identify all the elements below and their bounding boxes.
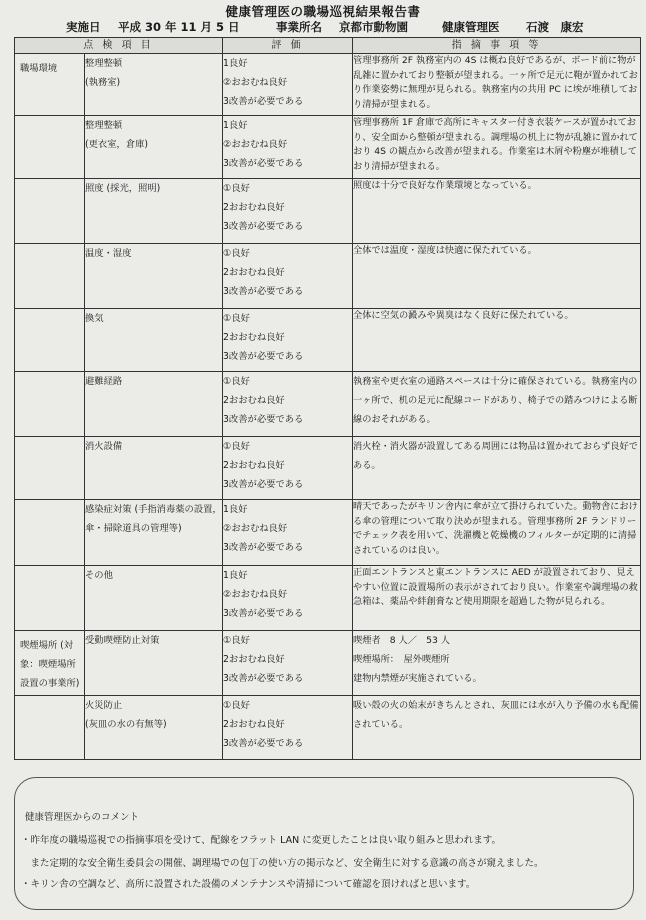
table-row <box>15 696 641 760</box>
comment-cell: 管理事務所 2F 執務室内の 4S は概ね良好であるが、ボード前に物が乱雑に置かれており整頓が望まれる。一ヶ所で足元に鞄が置かれており作業姿勢に無理が見られる。執務室内の共用 PC に埃が堆積しており清掃が望まれる。 <box>353 54 641 116</box>
item-label: 避難経路 <box>85 376 123 387</box>
item-cell <box>85 54 223 116</box>
eval-cell <box>223 54 353 116</box>
comment-line: 喫煙者 8 人／ 53 人 <box>353 635 450 646</box>
eval-option: 3改善が必要である <box>223 351 304 362</box>
category-cell <box>15 437 85 500</box>
item-label: 整理整頓 <box>85 120 123 131</box>
item-label: 消火設備 <box>85 441 123 452</box>
doctor-label: 健康管理医 <box>442 20 500 34</box>
table-row <box>15 437 641 500</box>
item-cell <box>85 437 223 500</box>
category-cell <box>15 631 85 696</box>
eval-option: ①良好 <box>223 313 250 324</box>
eval-option: 2おおむね良好 <box>223 654 285 665</box>
eval-option: 2おおむね良好 <box>223 202 285 213</box>
office-label: 事業所名 <box>276 20 322 34</box>
table-row <box>15 500 641 566</box>
table-row <box>15 116 641 179</box>
comment-line: 喫煙場所： 屋外喫煙所 <box>353 654 450 665</box>
table-row <box>15 372 641 437</box>
report-meta <box>0 19 646 35</box>
comment-cell: 照度は十分で良好な作業環境となっている。 <box>353 179 641 244</box>
eval-cell <box>223 631 353 696</box>
eval-option: ②おおむね良好 <box>223 139 288 150</box>
eval-option: 3改善が必要である <box>223 96 304 107</box>
category-cell <box>15 566 85 631</box>
comment-line: 建物内禁煙が実施されている。 <box>353 673 482 684</box>
item-cell <box>85 179 223 244</box>
eval-option: 2おおむね良好 <box>223 332 285 343</box>
eval-option: 1良好 <box>223 504 248 515</box>
item-label: 温度・湿度 <box>85 248 132 259</box>
eval-cell <box>223 244 353 309</box>
item-label: その他 <box>85 570 113 581</box>
comment-cell: 吸い殻の火の始末がきちんとされ、灰皿には水が入り予備の水も配備されている。 <box>353 696 641 760</box>
comment-line: また定期的な安全衛生委員会の開催、調理場での包丁の使い方の掲示など、安全衛生に対する意識の高さが窺えました。 <box>21 858 544 869</box>
eval-option: 3改善が必要である <box>223 479 304 490</box>
category-cell <box>15 309 85 372</box>
eval-option: ②おおむね良好 <box>223 589 288 600</box>
comment-cell: 正面エントランスと東エントランスに AED が設置されており、見えやすい位置に設置場所の表示がされており良い。作業室や調理場の救急箱は、薬品や絆創膏など使用期限を超過した物が見られる。 <box>353 566 641 631</box>
eval-cell <box>223 372 353 437</box>
eval-option: 1良好 <box>223 120 248 131</box>
table-header-row <box>15 38 641 54</box>
item-sublabel: (更衣室，倉庫) <box>85 139 149 150</box>
date-value: 平成 30 年 11 月 5 日 <box>118 20 240 34</box>
header-item: 点 検 項 目 <box>15 38 223 54</box>
comments-heading: 健康管理医からのコメント <box>25 812 140 823</box>
eval-option: ①良好 <box>223 183 250 194</box>
comment-cell: 全体に空気の澱みや異臭はなく良好に保たれている。 <box>353 309 641 372</box>
comment-cell: 全体では温度・湿度は快適に保たれている。 <box>353 244 641 309</box>
eval-cell <box>223 566 353 631</box>
eval-option: 3改善が必要である <box>223 738 304 749</box>
item-label: 受動喫煙防止対策 <box>85 635 160 646</box>
eval-option: 1良好 <box>223 570 248 581</box>
item-cell <box>85 309 223 372</box>
eval-option: ①良好 <box>223 248 250 259</box>
item-cell <box>85 372 223 437</box>
category-label: 喫煙場所 (対象：喫煙場所設置の事業所) <box>20 640 80 689</box>
comment-cell: 執務室や更衣室の通路スペースは十分に確保されている。執務室内の一ヶ所で、机の足元に配線コードがあり、椅子での踏みつけによる断線のおそれがある。 <box>353 372 641 437</box>
item-cell <box>85 116 223 179</box>
eval-option: ②おおむね良好 <box>223 523 288 534</box>
table-row <box>15 631 641 696</box>
category-cell <box>15 244 85 309</box>
item-cell <box>85 500 223 566</box>
eval-option: 2おおむね良好 <box>223 267 285 278</box>
item-label: 照度 (採光，照明) <box>85 183 161 194</box>
header-eval: 評 価 <box>223 38 353 54</box>
item-sublabel: (執務室) <box>85 77 121 88</box>
table-row <box>15 566 641 631</box>
item-cell <box>85 631 223 696</box>
eval-option: 3改善が必要である <box>223 542 304 553</box>
comment-cell <box>353 631 641 696</box>
eval-option: ①良好 <box>223 635 250 646</box>
category-label: 職場環境 <box>20 63 58 74</box>
eval-cell <box>223 500 353 566</box>
eval-option: 3改善が必要である <box>223 221 304 232</box>
category-cell <box>15 116 85 179</box>
eval-option: ②おおむね良好 <box>223 77 288 88</box>
eval-option: 2おおむね良好 <box>223 460 285 471</box>
report-title: 健康管理医の職場巡視結果報告書 <box>225 4 421 19</box>
eval-option: 2おおむね良好 <box>223 395 285 406</box>
category-cell <box>15 696 85 760</box>
item-cell <box>85 696 223 760</box>
category-cell <box>15 179 85 244</box>
eval-cell <box>223 116 353 179</box>
eval-option: 3改善が必要である <box>223 608 304 619</box>
item-label: 整理整頓 <box>85 58 123 69</box>
date-label: 実施日 <box>66 20 101 34</box>
category-cell <box>15 500 85 566</box>
comment-cell: 晴天であったがキリン舎内に傘が立て掛けられていた。動物舎における傘の管理について取り決めが望まれる。管理事務所 2F ランドリーでチェック表を用いて、洗濯機と乾燥機のフィルターが定期的に清掃されているのは良い。 <box>353 500 641 566</box>
eval-option: ①良好 <box>223 700 250 711</box>
category-cell <box>15 54 85 116</box>
doctor-comments-box <box>14 777 634 910</box>
eval-option: 1良好 <box>223 58 248 69</box>
comment-cell: 消火栓・消火器が設置してある周囲には物品は置かれておらず良好である。 <box>353 437 641 500</box>
eval-option: 3改善が必要である <box>223 414 304 425</box>
eval-cell <box>223 696 353 760</box>
eval-cell <box>223 437 353 500</box>
item-label: 感染症対策 (手指消毒薬の設置，傘・掃除道具の管理等) <box>85 504 222 534</box>
eval-option: 3改善が必要である <box>223 673 304 684</box>
doctor-value: 石渡 康宏 <box>526 20 584 34</box>
eval-option: ①良好 <box>223 441 250 452</box>
eval-option: 3改善が必要である <box>223 286 304 297</box>
item-label: 換気 <box>85 313 104 324</box>
office-value: 京都市動物園 <box>339 20 408 34</box>
item-cell <box>85 566 223 631</box>
item-sublabel: (灰皿の水の有無等) <box>85 719 167 730</box>
table-row <box>15 54 641 116</box>
header-comment: 指 摘 事 項 等 <box>353 38 641 54</box>
item-cell <box>85 244 223 309</box>
eval-option: ①良好 <box>223 376 250 387</box>
eval-option: 2おおむね良好 <box>223 719 285 730</box>
eval-cell <box>223 179 353 244</box>
eval-cell <box>223 309 353 372</box>
inspection-table <box>14 37 641 760</box>
comment-line: ・キリン舎の空調など、高所に設置された設備のメンテナンスや清掃について確認を頂ければと思います。 <box>21 879 476 890</box>
comment-cell: 管理事務所 1F 倉庫で高所にキャスター付き衣装ケースが置かれており、安全面から整頓が望まれる。調理場の机上に物が乱雑に置かれており 4S の観点から改善が望まれる。作業室は木屑や粉塵が堆積しており清掃が望まれる。 <box>353 116 641 179</box>
comment-line: ・昨年度の職場巡視での指摘事項を受けて、配線をフラット LAN に変更したことは良い取り組みと思われます。 <box>21 835 502 846</box>
category-cell <box>15 372 85 437</box>
table-row <box>15 309 641 372</box>
table-row <box>15 179 641 244</box>
eval-option: 3改善が必要である <box>223 158 304 169</box>
item-label: 火災防止 <box>85 700 123 711</box>
table-row <box>15 244 641 309</box>
